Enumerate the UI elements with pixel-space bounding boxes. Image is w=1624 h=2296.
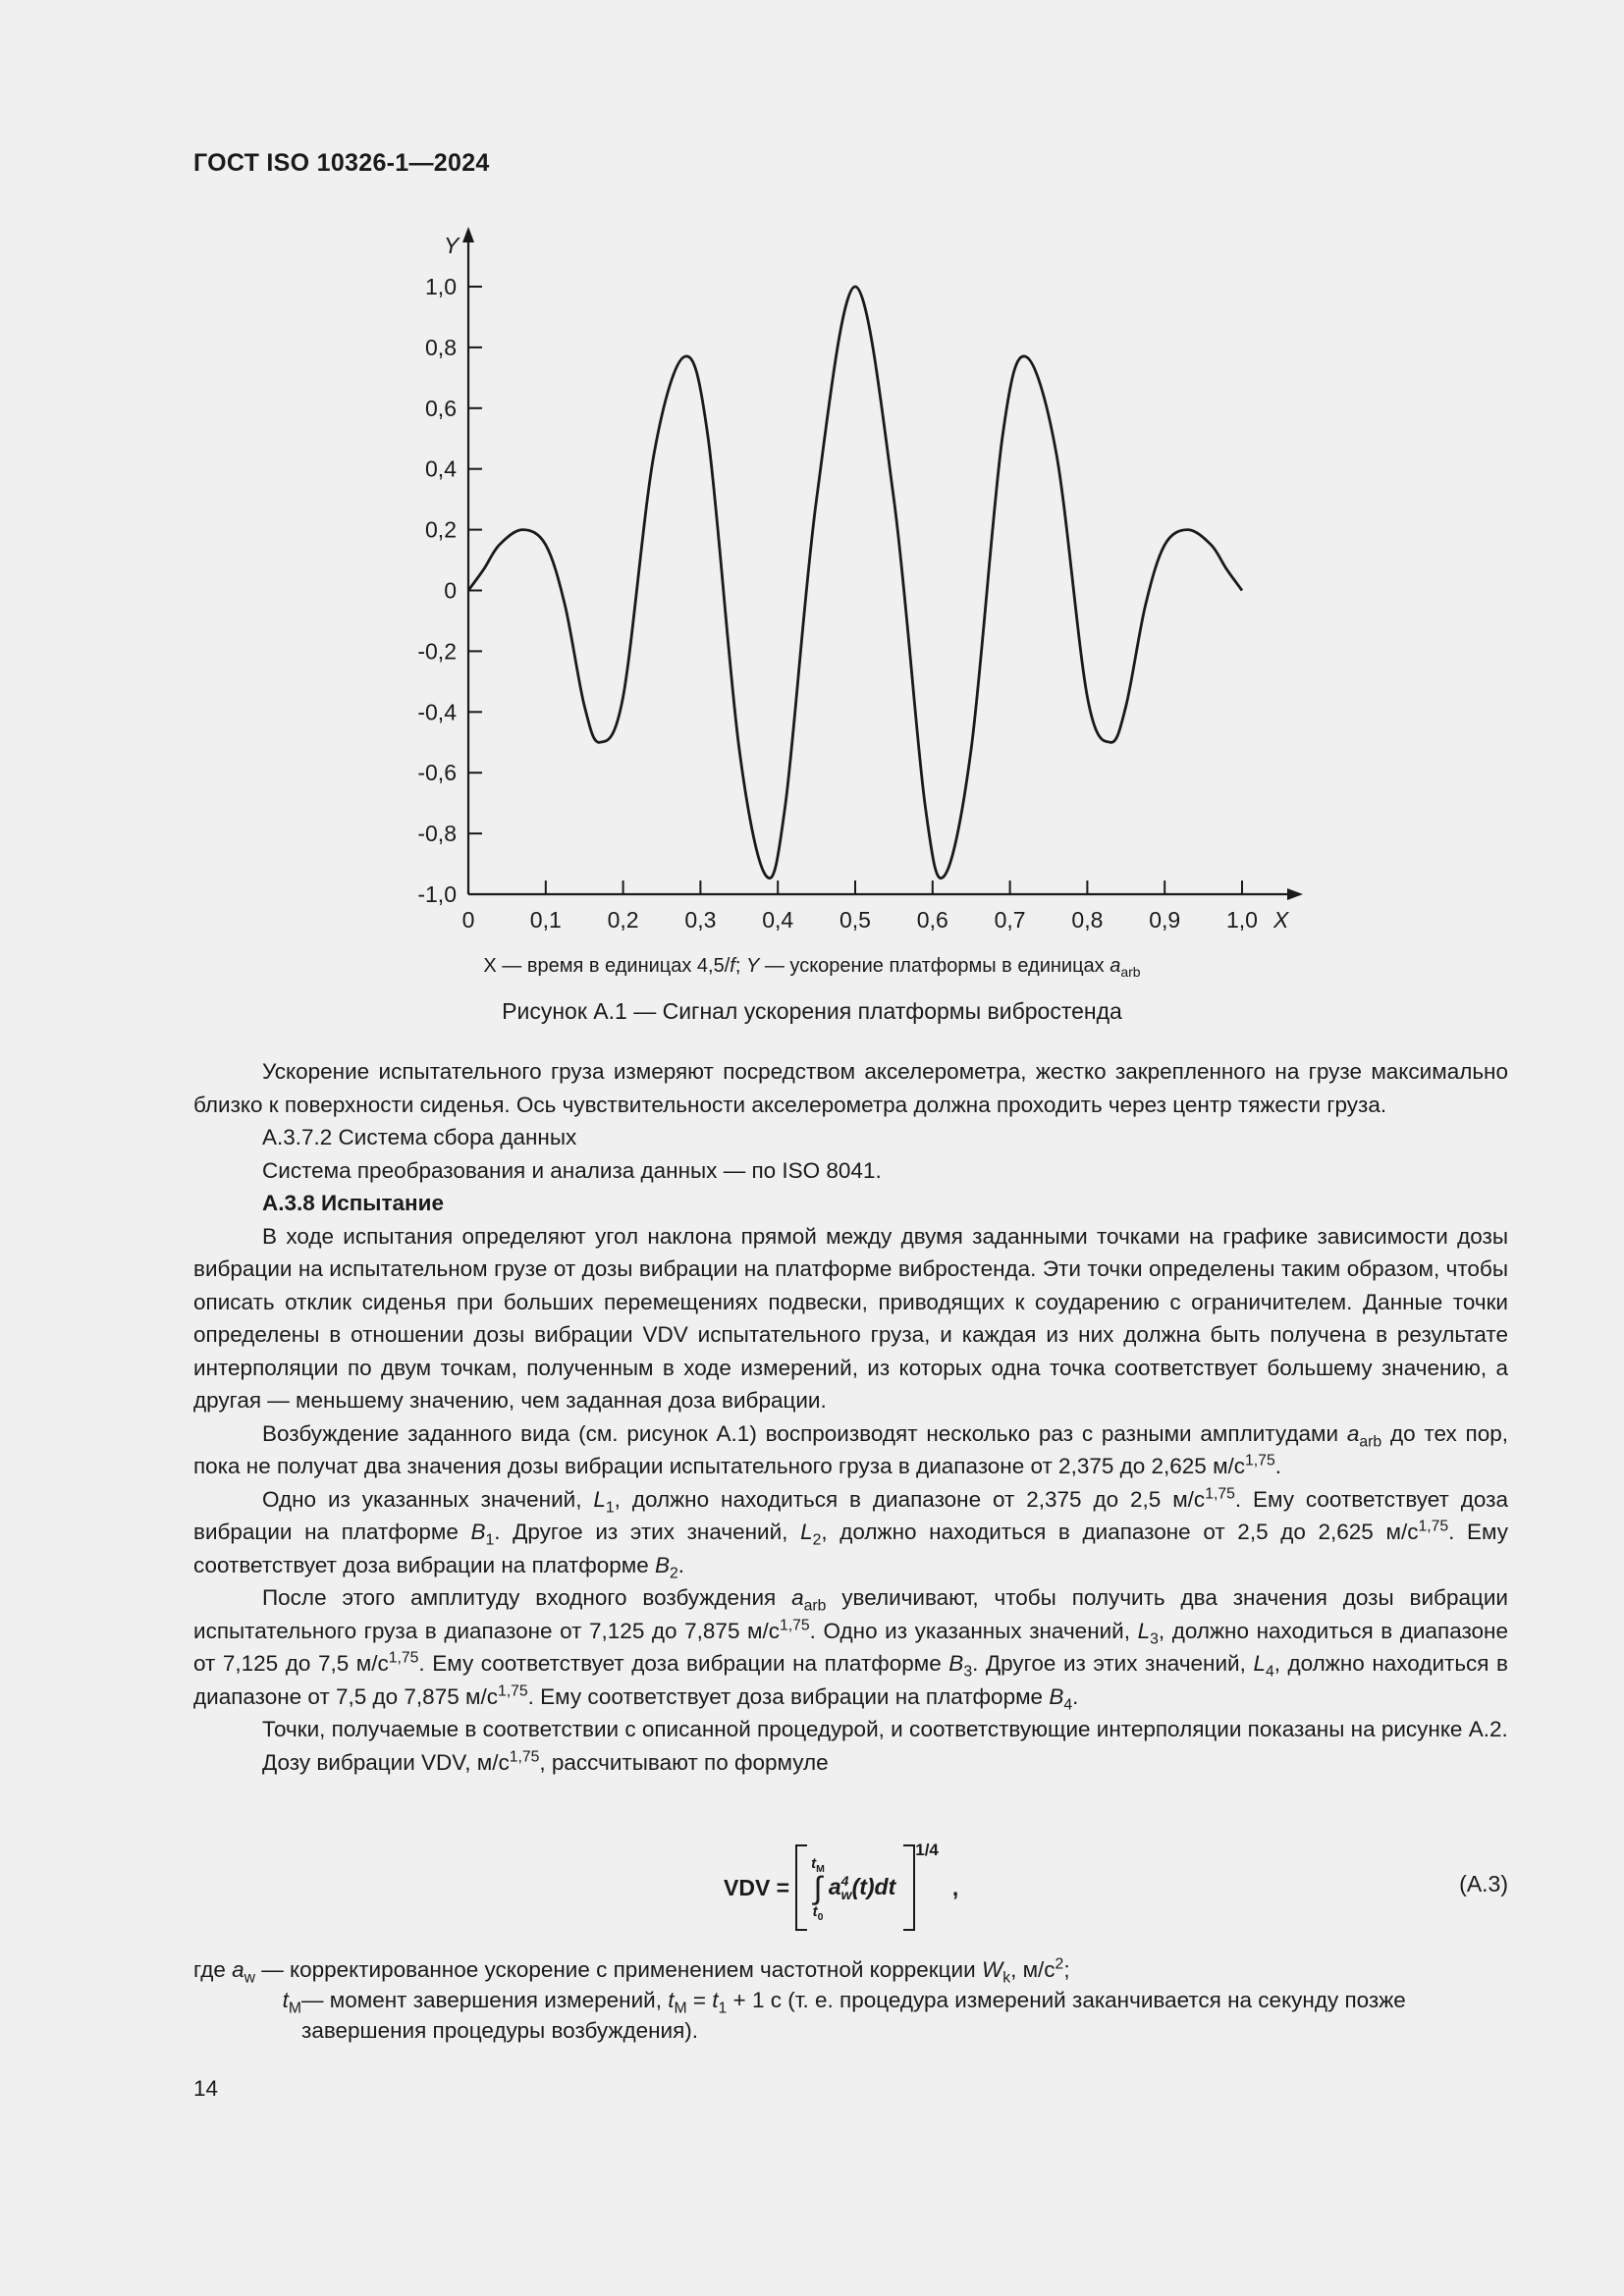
figure-legend-note: X — время в единицах 4,5/f; Y — ускорение платформы в единицах $a_{arb}$: [483, 955, 1141, 980]
paragraph-accelerometer: Ускорение испытательного груза измеряют посредством акселерометра, жестко закрепленного на грузе максимально близко к поверхности сиденья. Ось чувствительности акселерометра должна проходить через центр тяжести груза.: [193, 1059, 1508, 1117]
chart-svg: [393, 221, 1316, 991]
equation-number: (А.3): [1459, 1871, 1508, 1896]
body-text: [193, 1055, 1508, 1779]
paragraph-data-system: Система преобразования и анализа данных — по ISO 8041.: [262, 1157, 882, 1183]
section-a38-heading: А.3.8 Испытание: [262, 1191, 444, 1215]
right-bracket: [903, 1844, 915, 1931]
definition-tm-text: — момент завершения измерений, $t_M = t_1 + 1$ с (т. е. процедура измерений заканчивается на секунду позже завершения процедуры возбуждения).: [301, 1988, 1406, 2043]
formula-lhs: VDV =: [724, 1874, 790, 1900]
x-tick-label: 1,0: [1226, 907, 1258, 933]
paragraph-excitation: Возбуждение заданного вида (см. рисунок А.1) воспроизводят несколько раз с разными амплитудами $a_{arb}$ до тех пор, пока не получат два значения дозы вибрации испытательного груза в диапазоне от 2,375 до 2,625 $м/с^{1,75}$.: [193, 1420, 1508, 1478]
x-tick-label: 0,1: [529, 907, 562, 933]
vdv-formula: [724, 1839, 958, 1937]
definition-tm: [193, 1985, 1508, 2046]
y-tick-label: 0,6: [425, 395, 457, 421]
legend-a-symbol: a: [1110, 955, 1121, 977]
formula-definitions: [193, 1954, 1508, 2046]
paragraph-figure-ref: Точки, получаемые в соответствии с описанной процедурой, и соответствующие интерполяции показаны на рисунке А.2.: [262, 1717, 1508, 1741]
paragraph-test-description: В ходе испытания определяют угол наклона прямой между двумя заданными точками на графике зависимости дозы вибрации на испытательном грузе от дозы вибрации на платформе вибростенда. Эти точки определены таким образом, чтобы описать отклик сиденья при больших перемещениях подвески, приводящих к соударению с ограничителем. Данные точки определены в отношении дозы вибрации VDV испытательного груза, и каждая из них должна быть получена в результате интерполяции по двум точкам, полученным в ходе измерений, из которых одна точка соответствует большему значению, а другая — меньшему значению, чем заданная доза вибрации.: [193, 1223, 1508, 1413]
legend-x-desc: — время в единицах 4,5/: [496, 955, 731, 977]
integral-sign: ∫: [813, 1870, 823, 1905]
legend-y-desc: — ускорение платформы в единицах: [759, 955, 1110, 977]
legend-y-symbol: Y: [745, 955, 760, 977]
section-a372-heading: А.3.7.2 Система сбора данных: [262, 1125, 577, 1149]
left-bracket: [795, 1844, 807, 1931]
x-tick-label: 0,5: [839, 907, 871, 933]
figure-a1-chart: [393, 221, 1316, 991]
paragraph-formula-intro: Дозу вибрации VDV, $м/с^{1,75}$, рассчитывают по формуле: [262, 1748, 829, 1775]
x-tick-label: 0,3: [684, 907, 717, 933]
figure-caption: Рисунок А.1 — Сигнал ускорения платформы вибростенда: [502, 998, 1122, 1024]
y-tick-label: 0,4: [425, 455, 457, 482]
y-tick-label: -0,8: [417, 821, 457, 847]
integral-limits: [811, 1855, 825, 1923]
formula-comma: ,: [951, 1874, 959, 1900]
x-tick-label: 0: [461, 907, 475, 933]
lower-limit: $t_0$: [812, 1903, 824, 1923]
paragraph-l1-l2: Одно из указанных значений, $L_1$, должно находиться в диапазоне от 2,375 до 2,5 $м/с^{1,75}$. Ему соответствует доза вибрации на платформе $B_1$. Другое из этих значений, $L_2$, должно находиться в диапазоне от 2,5 до 2,625 $м/с^{1,75}$. Ему соответствует доза вибрации на платформе $B_2$.: [193, 1485, 1508, 1581]
x-tick-label: 0,7: [994, 907, 1026, 933]
x-axis-symbol: X: [1273, 907, 1289, 933]
y-tick-label: -0,2: [417, 638, 457, 665]
y-axis-symbol: Y: [444, 233, 460, 258]
y-tick-label: 1,0: [425, 274, 457, 299]
x-tick-label: 0,6: [916, 907, 948, 933]
y-axis-arrow: [462, 227, 474, 242]
formula-power: 1/4: [915, 1841, 939, 1859]
x-tick-label: 0,2: [607, 907, 639, 933]
x-axis-arrow: [1287, 888, 1303, 900]
document-header: ГОСТ ISO 10326-1—2024: [193, 149, 490, 177]
legend-a-subscript: arb: [1120, 964, 1141, 980]
y-tick-label: -0,6: [417, 760, 457, 786]
y-tick-label: -1,0: [417, 881, 457, 907]
y-tick-label: 0: [444, 577, 457, 604]
y-tick-label: -0,4: [417, 699, 457, 725]
y-tick-label: 0,2: [425, 516, 457, 543]
y-tick-label: 0,8: [425, 334, 457, 360]
x-tick-label: 0,4: [762, 907, 794, 933]
upper-limit: $t_M$: [811, 1855, 825, 1875]
formula-a3: [193, 1839, 1508, 1937]
paragraph-l3-l4: После этого амплитуду входного возбуждения $a_{arb}$ увеличивают, чтобы получить два значения дозы вибрации испытательного груза в диапазоне от 7,125 до 7,875 $м/с^{1,75}$. Одно из указанных значений, $L_3$, должно находиться в диапазоне от 7,125 до 7,5 $м/с^{1,75}$. Ему соответствует доза вибрации на платформе $B_3$. Другое из этих значений, $L_4$, должно находиться в диапазоне от 7,5 до 7,875 $м/с^{1,75}$. Ему соответствует доза вибрации на платформе $B_4$.: [193, 1585, 1508, 1713]
legend-f-symbol: f: [730, 955, 735, 977]
integrand: a 4 w (t)dt: [828, 1873, 896, 1903]
x-tick-label: 0,8: [1071, 907, 1104, 933]
page-number: 14: [193, 2076, 219, 2101]
signal-curve: [468, 287, 1242, 879]
legend-x-symbol: X: [483, 955, 497, 977]
x-tick-label: 0,9: [1149, 907, 1181, 933]
definition-aw: где $a_w$ — корректированное ускорение с применением частотной коррекции $W_k$, $м/с^2$;: [193, 1955, 1070, 1987]
definition-tm-label: $t_M$: [282, 1988, 301, 2017]
